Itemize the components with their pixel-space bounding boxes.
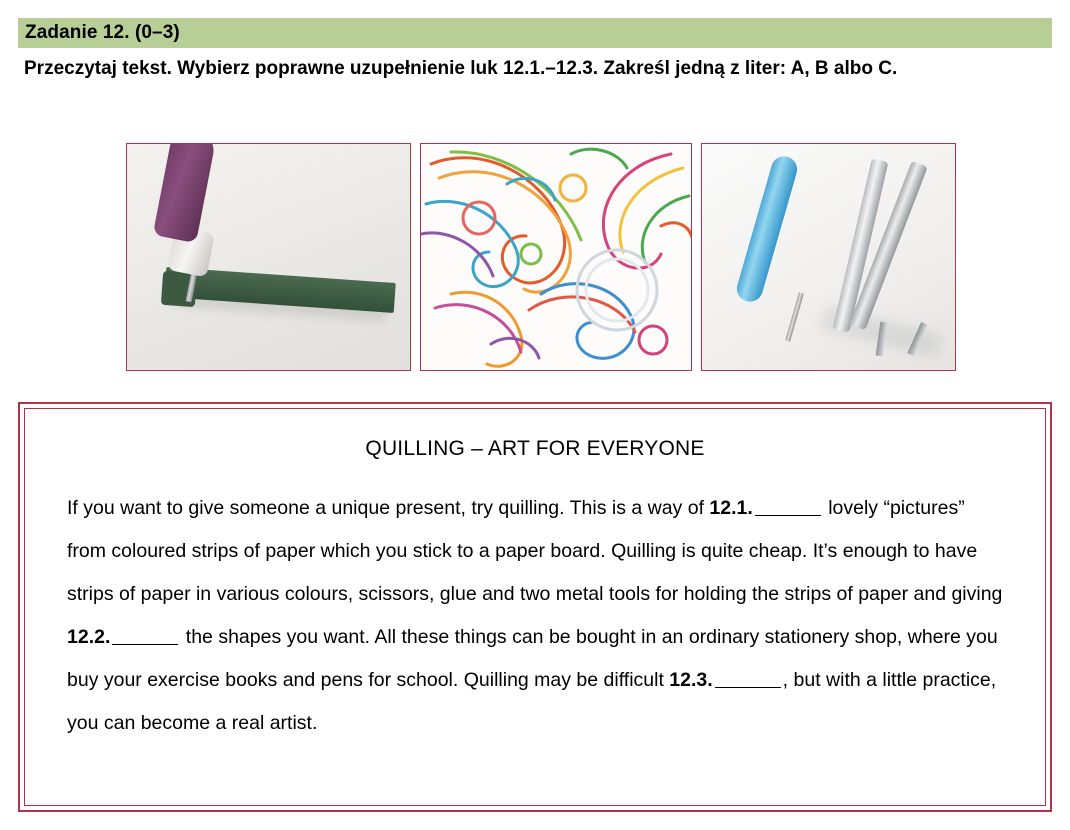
reading-text-run: , but with a little practice, you can become a real artist.: [67, 669, 997, 734]
reading-text-box: [18, 402, 1052, 812]
tweezers-and-needle-tool-photo: [701, 143, 956, 371]
reading-title: QUILLING – ART FOR EVERYONE: [365, 437, 705, 460]
gap-number-label: 12.1.: [709, 497, 753, 519]
quilled-paper-art-photo: [420, 143, 692, 371]
reading-text-run: lovely “pictures” from coloured strips of paper which you stick to a paper board. Quilling is quite cheap. It’s enough to have strips of paper in various colours, scissors, glue and two metal tools for holding the strips of paper and giving: [67, 497, 1003, 605]
reading-text-box-inner: [24, 408, 1046, 806]
illustration-row: [126, 143, 956, 371]
quilling-slotted-tool-photo: [126, 143, 411, 371]
gap-blank-5[interactable]: [715, 687, 781, 688]
task-number-label: Zadanie 12. (0–3): [25, 22, 180, 43]
reading-body-text: [51, 487, 1019, 745]
gap-blank-3[interactable]: [112, 644, 178, 645]
task-header-band: [18, 18, 1052, 48]
gap-number-label: 12.2.: [67, 626, 111, 648]
gap-number-label: 12.3.: [669, 669, 713, 691]
reading-text-run: If you want to give someone a unique present, try quilling. This is a way of: [67, 497, 710, 519]
quilled-swirls-artwork: [421, 144, 692, 371]
reading-text-run: the shapes you want. All these things can be bought in an ordinary stationery shop, where you buy your exercise books and pens for school. Quilling may be difficult: [67, 626, 998, 691]
gap-blank-1[interactable]: [755, 515, 821, 516]
task-instruction-text: Przeczytaj tekst. Wybierz poprawne uzupełnienie luk 12.1.–12.3. Zakreśl jedną z liter: A, B albo C.: [24, 58, 898, 79]
